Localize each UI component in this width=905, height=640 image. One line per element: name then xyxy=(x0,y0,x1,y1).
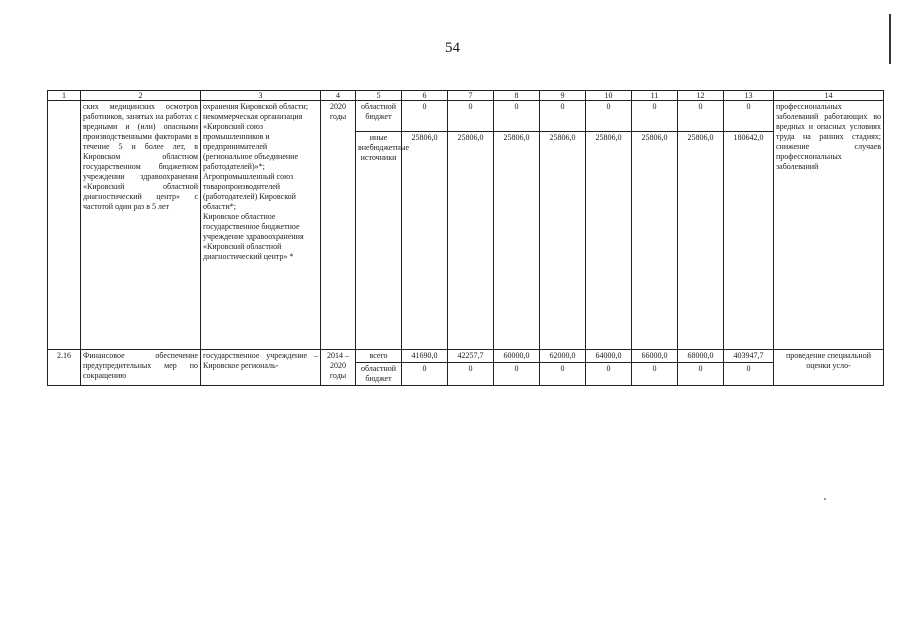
scan-speck xyxy=(824,498,826,500)
funding-value: 0 xyxy=(494,101,540,132)
funding-value: 0 xyxy=(540,363,586,386)
funding-value: 0 xyxy=(678,101,724,132)
expected-result-cell: проведение специальной оценки усло- xyxy=(774,350,884,386)
funding-value: 62000,0 xyxy=(540,350,586,363)
funding-value: 25806,0 xyxy=(632,132,678,350)
program-activities-table xyxy=(47,90,884,386)
funding-total: 180642,0 xyxy=(724,132,774,350)
funding-value: 25806,0 xyxy=(494,132,540,350)
executors-cell: государственное учреждение – Кировское региональ- xyxy=(201,350,321,386)
period-cell: 2014 – 2020 годы xyxy=(321,350,356,386)
funding-value: 0 xyxy=(448,363,494,386)
funding-source-cell: всего xyxy=(356,350,402,363)
column-number: 10 xyxy=(586,91,632,101)
funding-value: 68000,0 xyxy=(678,350,724,363)
column-number: 13 xyxy=(724,91,774,101)
funding-total: 0 xyxy=(724,363,774,386)
activity-cell: ских медицинских осмотров работников, занятых на работах с вредными и (или) опасными производственными факторами в течение 5 и более лет, в Кировском областном государственном бюджетном учреждении здравоохранения «Кировский областной диагностический центр» с частотой один раз в 5 лет xyxy=(81,101,201,350)
column-number: 5 xyxy=(356,91,402,101)
item-number-cell xyxy=(48,101,81,350)
table-row xyxy=(48,101,884,132)
executor-text: некоммерческая организация «Кировский союз промышленников и предпринимателей (региональное объединение работодателей)»*; xyxy=(203,112,303,171)
period-cell: 2020 годы xyxy=(321,101,356,350)
margin-scan-mark xyxy=(889,14,891,64)
funding-value: 0 xyxy=(402,363,448,386)
executor-text: Агропромышленный союз товаропроизводителей (работодателей) Кировской области*; xyxy=(203,172,296,211)
funding-value: 0 xyxy=(402,101,448,132)
funding-value: 0 xyxy=(540,101,586,132)
funding-value: 64000,0 xyxy=(586,350,632,363)
column-number: 7 xyxy=(448,91,494,101)
funding-value: 25806,0 xyxy=(448,132,494,350)
funding-total: 403947,7 xyxy=(724,350,774,363)
column-number: 9 xyxy=(540,91,586,101)
funding-value: 42257,7 xyxy=(448,350,494,363)
funding-value: 0 xyxy=(586,101,632,132)
funding-value: 25806,0 xyxy=(540,132,586,350)
funding-value: 0 xyxy=(678,363,724,386)
funding-value: 60000,0 xyxy=(494,350,540,363)
column-number: 1 xyxy=(48,91,81,101)
executors-cell xyxy=(201,101,321,350)
funding-value: 25806,0 xyxy=(402,132,448,350)
expected-result-cell: профессиональных заболеваний работающих во вредных и опасных условиях труда на ранних стадиях; снижение случаев профессиональных заболеваний xyxy=(774,101,884,350)
funding-value: 0 xyxy=(632,101,678,132)
column-number-row xyxy=(48,91,884,101)
funding-value: 0 xyxy=(448,101,494,132)
column-number: 14 xyxy=(774,91,884,101)
funding-total: 0 xyxy=(724,101,774,132)
column-number: 3 xyxy=(201,91,321,101)
column-number: 2 xyxy=(81,91,201,101)
column-number: 11 xyxy=(632,91,678,101)
funding-source-cell: областной бюджет xyxy=(356,101,402,132)
column-number: 8 xyxy=(494,91,540,101)
column-number: 4 xyxy=(321,91,356,101)
executor-text: Кировское областное государственное бюджетное учреждение здравоохранения «Кировский областной диагностический центр» * xyxy=(203,212,304,261)
funding-value: 0 xyxy=(494,363,540,386)
funding-value: 25806,0 xyxy=(586,132,632,350)
funding-value: 25806,0 xyxy=(678,132,724,350)
funding-value: 0 xyxy=(632,363,678,386)
executor-text: охранения Кировской области; xyxy=(203,102,309,111)
item-number-cell: 2.16 xyxy=(48,350,81,386)
column-number: 6 xyxy=(402,91,448,101)
funding-source-cell: областной бюджет xyxy=(356,363,402,386)
table-row xyxy=(48,350,884,363)
funding-source-cell: иные внебюджетные источники xyxy=(356,132,402,350)
funding-value: 41690,0 xyxy=(402,350,448,363)
funding-value: 66000,0 xyxy=(632,350,678,363)
page-number: 54 xyxy=(445,40,460,56)
activity-cell: Финансовое обеспечение предупредительных мер по сокращению xyxy=(81,350,201,386)
column-number: 12 xyxy=(678,91,724,101)
funding-value: 0 xyxy=(586,363,632,386)
